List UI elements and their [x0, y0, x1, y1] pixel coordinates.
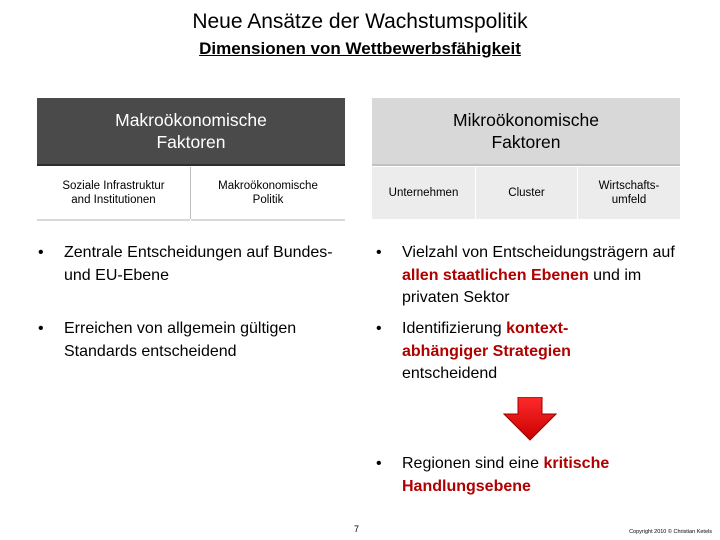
micro-bullet-3-emphasis: kritische Handlungsebene	[402, 455, 610, 495]
bullet-dot: •	[38, 320, 44, 337]
micro-bullet-2-pre: Identifizierung	[402, 320, 507, 337]
micro-bullet-1-text	[402, 242, 686, 310]
micro-bullet-3	[376, 453, 666, 498]
micro-bullet-1	[376, 242, 686, 310]
micro-bullet-1-pre: Vielzahl von Entscheidungsträgern auf	[402, 244, 675, 261]
micro-bullet-3-pre: Regionen sind eine	[402, 455, 544, 472]
page-subtitle: Dimensionen von Wettbewerbsfähigkeit	[199, 39, 521, 58]
bullet-dot: •	[376, 320, 382, 337]
bullet-dot: •	[38, 244, 44, 261]
micro-sub-environment: Wirtschafts- umfeld	[578, 167, 680, 219]
micro-bullet-2-post: entscheidend	[402, 365, 498, 382]
micro-bullet-2-emphasis: kontext-abhängiger Strategien	[402, 320, 571, 360]
micro-sub-cluster: Cluster	[476, 167, 577, 219]
micro-bullet-3-text	[402, 453, 666, 498]
down-arrow-icon	[503, 397, 557, 441]
macro-bullet-1	[38, 242, 338, 287]
micro-bullet-1-post: und im privaten Sektor	[402, 266, 642, 306]
macro-bullet-2	[38, 318, 338, 363]
micro-bullet-2-text	[402, 318, 631, 386]
page-number: 7	[354, 524, 360, 534]
copyright-notice: Copyright 2010 © Christian Ketels	[629, 529, 712, 535]
page-title: Neue Ansätze der Wachstumspolitik	[192, 10, 528, 33]
macro-bullet-2-text: Erreichen von allgemein gültigen Standards entscheidend	[64, 320, 297, 360]
micro-bullet-2	[376, 318, 631, 386]
micro-bullet-1-emphasis: allen staatlichen Ebenen	[402, 266, 589, 284]
macro-bullet-1-text: Zentrale Entscheidungen auf Bundes- und EU-Ebene	[64, 244, 333, 284]
micro-factors-header: Mikroökonomische Faktoren	[372, 98, 680, 164]
macro-sub-social-infrastructure: Soziale Infrastruktur and Institutionen	[37, 167, 190, 219]
macro-sub-policy: Makroökonomische Politik	[191, 167, 345, 219]
micro-sub-companies: Unternehmen	[372, 167, 475, 219]
macro-factors-header: Makroökonomische Faktoren	[37, 98, 345, 164]
bullet-dot: •	[376, 455, 382, 472]
bullet-dot: •	[376, 244, 382, 261]
